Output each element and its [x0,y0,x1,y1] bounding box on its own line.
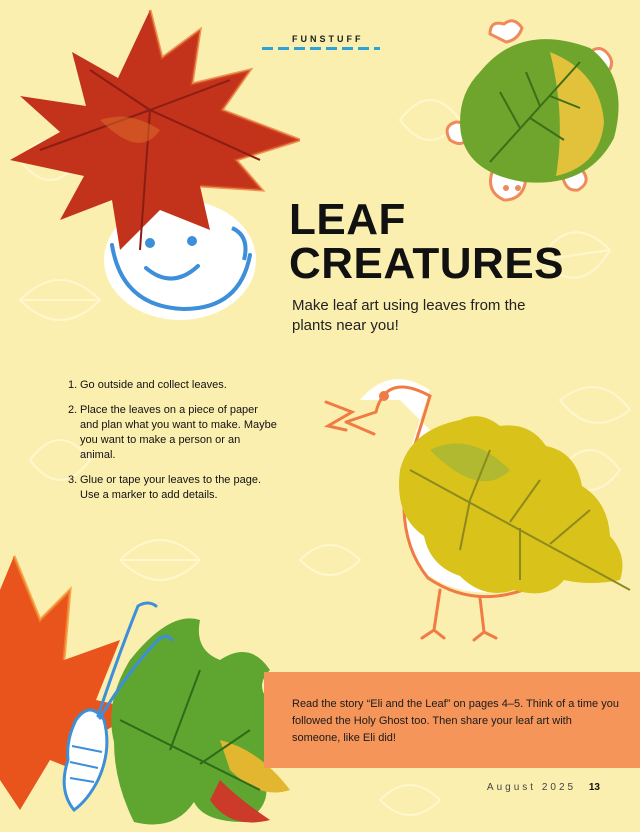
title-line-2: CREATURES [289,239,565,288]
step-text: Glue or tape your leaves to the page. Use a marker to add details. [80,474,262,501]
story-callout-box [264,672,640,768]
step-text: Place the leaves on a piece of paper and plan what you want to make. Maybe you want to make a person or an animal. [80,404,277,461]
page-title [289,195,565,288]
callout-text: Read the story “Eli and the Leaf” on pages 4–5. Think of a time you followed the Holy Ghost too. Then share your leaf art with someone, like Eli did! [292,698,619,744]
page-footer [487,782,600,793]
step-item [68,378,278,393]
leaf-butterfly-illustration [0,550,290,832]
leaf-turtle-illustration [430,12,630,212]
page-subtitle: Make leaf art using leaves from the plants near you! [292,297,526,334]
step-number: 2. [68,404,78,416]
issue-date: August 2025 [486,782,577,793]
step-number: 3. [68,474,78,486]
step-text: Go outside and collect leaves. [80,379,227,391]
step-item [68,403,278,463]
step-number: 1. [68,379,78,391]
section-label: FUNSTUFF [292,34,364,44]
page-number: 13 [588,782,600,793]
maple-leaf-person-illustration [0,0,300,330]
step-item [68,473,278,503]
leaf-bird-illustration [300,360,640,660]
title-line-1: LEAF [289,195,406,244]
instruction-steps [68,378,278,513]
